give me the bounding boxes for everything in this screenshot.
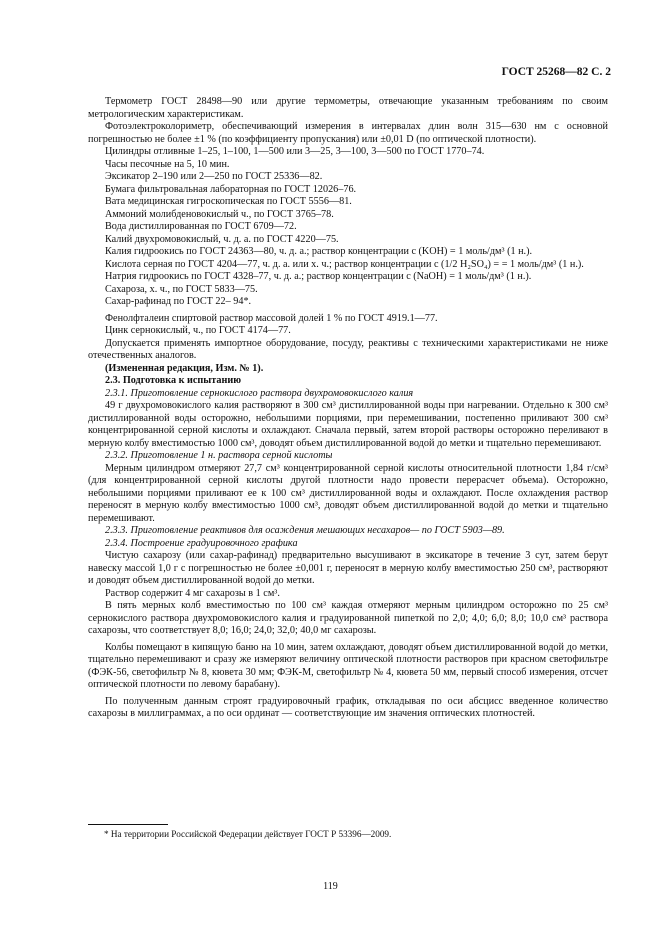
page-number: 119 — [323, 881, 338, 892]
paragraph: Часы песочные на 5, 10 мин. — [105, 158, 230, 170]
paragraph: Сахароза, х. ч., по ГОСТ 5833—75. — [105, 283, 258, 295]
paragraph: 2.3.2. Приготовление 1 н. раствора серной кислоты — [105, 450, 333, 461]
paragraph: Термометр ГОСТ 28498—90 или другие термометры, отвечающие указанным требованиям по своим метрологическим характеристикам. — [88, 96, 608, 120]
paragraph: Эксикатор 2–190 или 2—250 по ГОСТ 25336—82. — [105, 171, 323, 182]
paragraph: Вода дистиллированная по ГОСТ 6709—72. — [105, 221, 297, 232]
paragraph: Сахар-рафинад по ГОСТ 22– 94*. — [105, 296, 252, 307]
paragraph: Колбы помещают в кипящую баню на 10 мин, затем охлаждают, доводят объем дистиллированной водой до метки, тщательно перемешивают и сразу же измеряют величину оптической плотности растворов при красном светофильтре (ФЭК-56, светофильтр № 8, кювета 30 мм; ФЭК-М, светофильтр № 4, кювета 50 мм, первый способ измерения, отсчет оптической плотности по левому барабану). — [88, 641, 608, 690]
paragraph: В пять мерных колб вместимостью по 100 см³ каждая отмеряют мерным цилиндром осторожно по 25 см³ сернокислого раствора двухромовокислого калия и градуированной пипеткой по 2,0; 4,0; 6,0; 8,0; 10,0 см³ раствора сахарозы, что соответствует 8,0; 16,0; 24,0; 32,0; 40,0 мг сахарозы. — [88, 600, 608, 636]
paragraph: Кислота серная по ГОСТ 4204—77, ч. д. а. или х. ч.; раствор концентрации c (1/2 H₂SO₄) = = 1 моль/дм³ (1 н.). — [105, 258, 584, 270]
paragraph: 2.3.4. Построение градуировочного графика — [105, 537, 298, 549]
paragraph: Калий двухромовокислый, ч. д. а. по ГОСТ 4220—75. — [105, 233, 339, 245]
paragraph: 2.3. Подготовка к испытанию — [105, 375, 241, 386]
paragraph: Цинк сернокислый, ч., по ГОСТ 4174—77. — [105, 325, 291, 336]
paragraph: Бумага фильтровальная лабораторная по ГОСТ 12026–76. — [105, 183, 357, 195]
document-body — [88, 96, 608, 721]
paragraph: Вата медицинская гигроскопическая по ГОСТ 5556—81. — [105, 196, 352, 207]
paragraph: 49 г двухромовокислого калия растворяют в 300 см³ дистиллированной воды при нагревании. Отдельно к 300 см³ дистиллированной воды осторожно, небольшими порциями, при перемешивании, постепенно приливают 300 см³ концентрированной серной кислоты и охлаждают. Сначала первый, затем второй растворы осторожно переливают в мерную колбу вместимостью 1000 см³, доводят объем дистиллированной водой до метки и тщательно перемешивают. — [88, 400, 608, 449]
paragraph: Цилиндры отливные 1–25, 1–100, 1—500 или 3—25, 3—100, 3—500 по ГОСТ 1770–74. — [105, 146, 485, 157]
paragraph: Допускается применять импортное оборудование, посуду, реактивы с техническими характеристиками не ниже отечественных аналогов. — [88, 337, 608, 361]
paragraph: Фотоэлектроколориметр, обеспечивающий измерения в интервалах длин волн 315—630 нм с основной погрешностью не более ±1 % (по коэффициенту пропускания) или ±0,01 D (по оптической плотности). — [88, 121, 608, 145]
paragraph: Аммоний молибденовокислый ч., по ГОСТ 3765–78. — [105, 208, 334, 220]
paragraph: 2.3.3. Приготовление реактивов для осаждения мешающих несахаров— по ГОСТ 5903—89. — [105, 525, 505, 536]
paragraph: По полученным данным строят градуировочный график, откладывая по оси абсцисс введенное количество сахарозы в миллиграммах, а по оси ординат — соответствующие им значения оптических плотностей. — [88, 695, 608, 719]
paragraph: 2.3.1. Приготовление сернокислого раствора двухромовокислого калия — [105, 387, 414, 399]
paragraph: Чистую сахарозу (или сахар-рафинад) предварительно высушивают в эксикаторе в течение 3 сут, затем берут навеску массой 1,0 г с погрешностью не более ±0,001 г, переносят в мерную колбу вместимостью 250 см³, растворяют и доводят объем дистиллированной водой до метки. — [88, 550, 608, 586]
footnote-rule — [88, 824, 168, 825]
paragraph: Натрия гидроокись по ГОСТ 4328–77, ч. д. а.; раствор концентрации c (NaOH) = 1 моль/дм³ (1 н.). — [105, 271, 532, 282]
paragraph: Раствор содержит 4 мг сахарозы в 1 см³. — [105, 587, 280, 599]
paragraph: (Измененная редакция, Изм. № 1). — [105, 362, 264, 374]
paragraph: Фенолфталеин спиртовой раствор массовой долей 1 % по ГОСТ 4919.1—77. — [105, 312, 438, 324]
paragraph: Калия гидроокись по ГОСТ 24363—80, ч. д. а.; раствор концентрации c (KOH) = 1 моль/дм³ (1 н.). — [105, 246, 533, 257]
footnote: * На территории Российской Федерации действует ГОСТ Р 53396—2009. — [104, 829, 392, 839]
running-header: ГОСТ 25268—82 С. 2 — [501, 66, 611, 78]
paragraph: Мерным цилиндром отмеряют 27,7 см³ концентрированной серной кислоты относительной плотности 1,84 г/см³ (для концентрированной серной кислоты другой плотности надо провести перерасчет объема). Осторожно, небольшими порциями приливают ее к 100 см³ дистиллированной воды и охлаждают. После охлаждения раствор переносят в мерную колбу вместимостью 1000 см³, доводят объем дистиллированной водой до метки и тщательно перемешивают. — [88, 462, 608, 524]
